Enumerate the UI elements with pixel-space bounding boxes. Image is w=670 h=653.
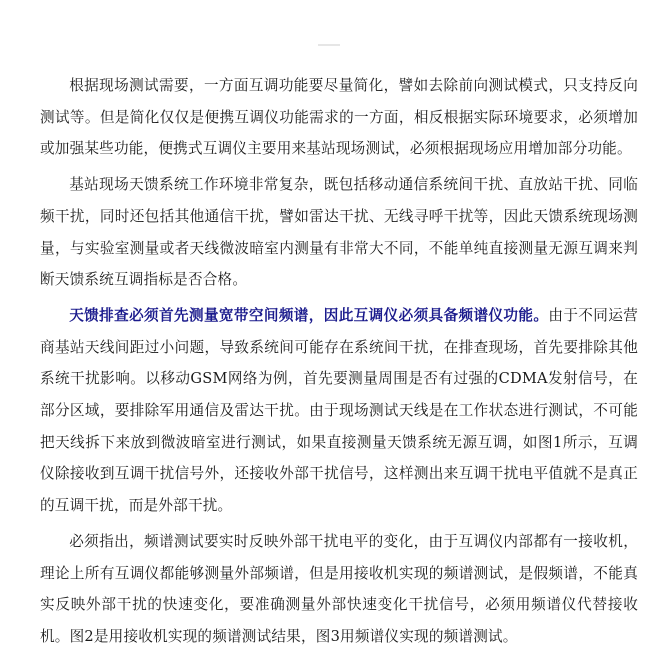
paragraph-4 <box>40 526 638 653</box>
header-mark <box>318 44 340 46</box>
paragraph-4-text: 必须指出，频谱测试要实时反映外部干扰电平的变化，由于互调仪内部都有一接收机，理论上所有互调仪都能够测量外部频谱，但是用接收机实现的频谱测试，是假频谱，不能真实反映外部干扰的快速变化，要准确测量外部快速变化干扰信号，必须用频谱仪代替接收机。图2是用接收机实现的频谱测试结果，图3用频谱仪实现的频谱测试。 <box>40 532 638 645</box>
document-body <box>40 70 638 653</box>
paragraph-3-text: 由于不同运营商基站天线间距过小问题，导致系统间可能存在系统间干扰，在排查现场，首先要排除其他系统干扰影响。以移动GSM网络为例，首先要测量周围是否有过强的CDMA发射信号，在部分区域，要排除军用通信及雷达干扰。由于现场测试天线是在工作状态进行测试，不可能把天线拆下来放到微波暗室进行测试，如果直接测量天馈系统无源互调，如图1所示，互调仪除接收到互调干扰信号外，还接收外部干扰信号，这样测出来互调干扰电平值就不是真正的互调干扰，而是外部干扰。 <box>40 306 639 515</box>
paragraph-3 <box>40 300 638 522</box>
paragraph-3-emphasis: 天馈排查必须首先测量宽带空间频谱，因此互调仪必须具备频谱仪功能。 <box>69 306 549 324</box>
paragraph-2-text: 基站现场天馈系统工作环境非常复杂，既包括移动通信系统间干扰、直放站干扰、同临频干扰，同时还包括其他通信干扰，譬如雷达干扰、无线寻呼干扰等，因此天馈系统现场测量，与实验室测量或者天线微波暗室内测量有非常大不同，不能单纯直接测量无源互调来判断天馈系统互调指标是否合格。 <box>40 176 638 289</box>
paragraph-2 <box>40 169 638 296</box>
paragraph-1 <box>40 70 638 165</box>
paragraph-1-text: 根据现场测试需要，一方面互调功能要尽量简化，譬如去除前向测试模式，只支持反向测试等。但是简化仅仅是便携互调仪功能需求的一方面，相反根据实际环境要求，必须增加或加强某些功能，便携式互调仪主要用来基站现场测试，必须根据现场应用增加部分功能。 <box>40 77 638 158</box>
